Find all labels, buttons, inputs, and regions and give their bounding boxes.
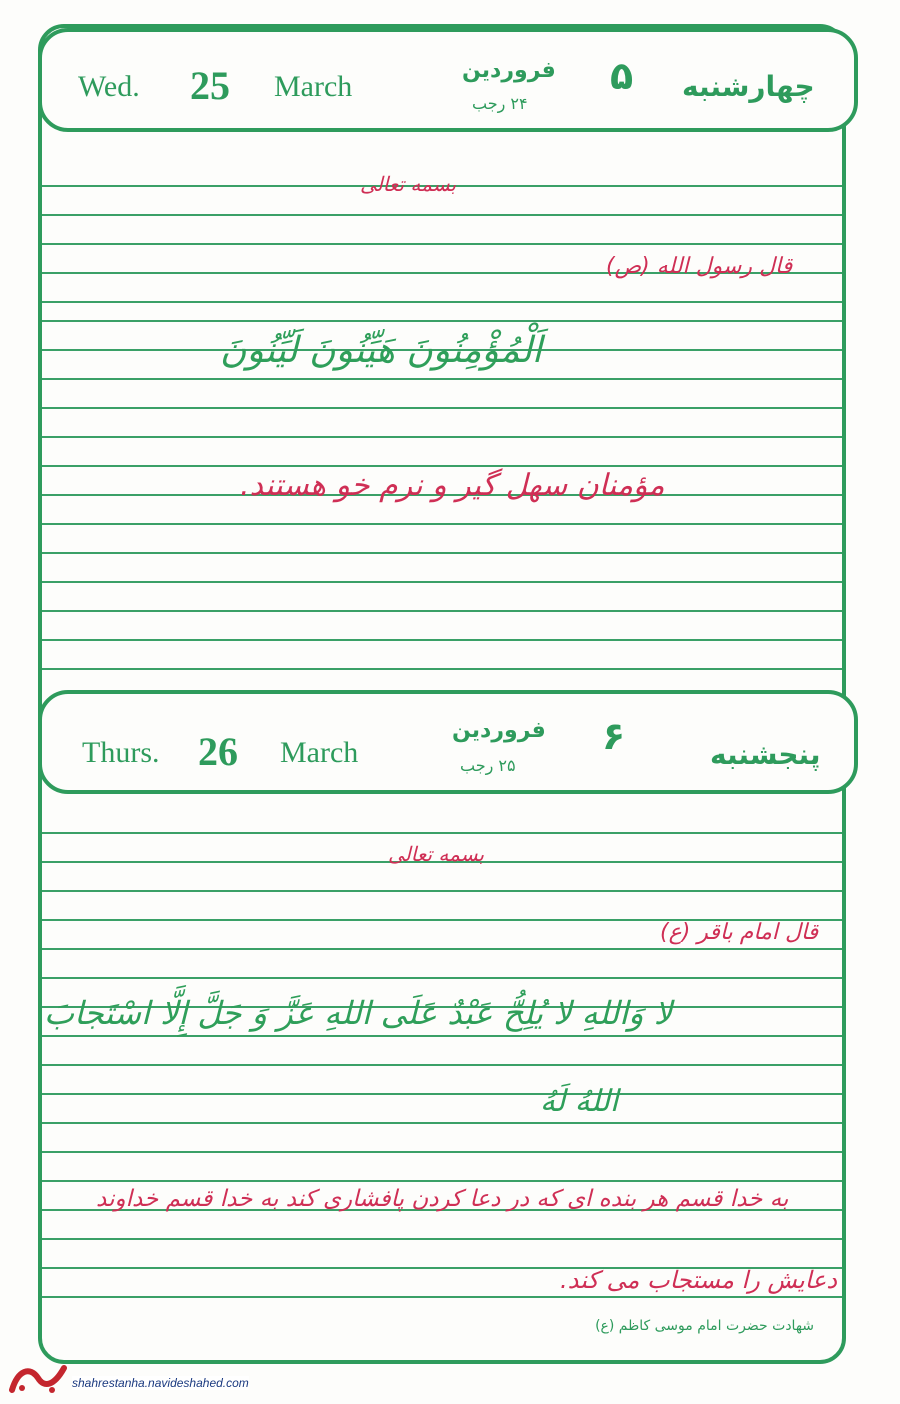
rule-line	[42, 243, 842, 245]
rule-line	[42, 465, 842, 467]
day2-persian-weekday: پنجشنبه	[710, 738, 821, 771]
day2-persian-month: فروردین	[452, 718, 546, 743]
site-logo-icon	[8, 1360, 68, 1396]
rule-line	[42, 948, 842, 950]
day2-attribution: قال امام باقر (ع)	[660, 920, 819, 945]
day2-occasion-note: شهادت حضرت امام موسی کاظم (ع)	[595, 1318, 814, 1334]
day2-english-weekday: Thurs.	[82, 736, 160, 769]
day1-header	[38, 28, 858, 132]
rule-line	[42, 1238, 842, 1240]
day2-persian-translation-line2: دعایش را مستجاب می کند.	[560, 1266, 838, 1294]
day1-english-day-number: 25	[190, 63, 230, 108]
day2-english-month: March	[280, 736, 359, 769]
rule-line	[42, 301, 842, 303]
rule-line	[42, 610, 842, 612]
day2-persian-translation-line1: به خدا قسم هر بنده ای که در دعا کردن پافشاری کند به خدا قسم خداوند	[96, 1186, 789, 1212]
rule-line	[42, 1180, 842, 1182]
day2-hijri-date: ۲۵ رجب	[460, 756, 516, 775]
day1-invocation: بسمه تعالی	[360, 172, 457, 196]
rule-line	[42, 1122, 842, 1124]
day1-persian-weekday: چهارشنبه	[682, 70, 815, 103]
rule-line	[42, 639, 842, 641]
rule-line	[42, 1151, 842, 1153]
rule-line	[42, 1296, 842, 1298]
day1-english-weekday: Wed.	[78, 70, 140, 103]
day2-arabic-hadith-line1: لا وَاللهِ لا يُلِحُّ عَبْدٌ عَلَى اللهِ عَزَّ وَ جَلَّ إِلَّا اسْتَجابَ	[44, 994, 672, 1032]
rule-line	[42, 1093, 842, 1095]
rule-line	[42, 890, 842, 892]
rule-line	[42, 320, 842, 322]
rule-line	[42, 407, 842, 409]
rule-line	[42, 1035, 842, 1037]
day2-persian-day-number: ۶	[602, 714, 626, 758]
rule-line	[42, 668, 842, 670]
day1-persian-translation: مؤمنان سهل گیر و نرم خو هستند.	[240, 468, 665, 503]
rule-line	[42, 436, 842, 438]
day2-english-day-number: 26	[198, 729, 238, 774]
rule-line	[42, 378, 842, 380]
day2-arabic-hadith-line2: اللهُ لَهُ	[540, 1084, 619, 1119]
rule-line	[42, 552, 842, 554]
rule-line	[42, 1064, 842, 1066]
day1-persian-day-number: ۵	[610, 54, 634, 98]
rule-line	[42, 581, 842, 583]
rule-line	[42, 523, 842, 525]
rule-line	[42, 214, 842, 216]
day1-hijri-date: ۲۴ رجب	[472, 94, 528, 113]
day2-invocation: بسمه تعالی	[388, 842, 485, 866]
day1-arabic-hadith: اَلْمُؤْمِنُونَ هَيِّنُونَ لَيِّنُونَ	[220, 330, 542, 371]
day1-english-month: March	[274, 70, 353, 103]
day1-persian-month: فروردین	[462, 58, 556, 83]
day1-attribution: قال رسول الله (ص)	[606, 254, 793, 279]
rule-line	[42, 977, 842, 979]
site-url-watermark[interactable]: shahrestanha.navideshahed.com	[72, 1376, 249, 1390]
day2-header	[38, 690, 858, 794]
rule-line	[42, 832, 842, 834]
